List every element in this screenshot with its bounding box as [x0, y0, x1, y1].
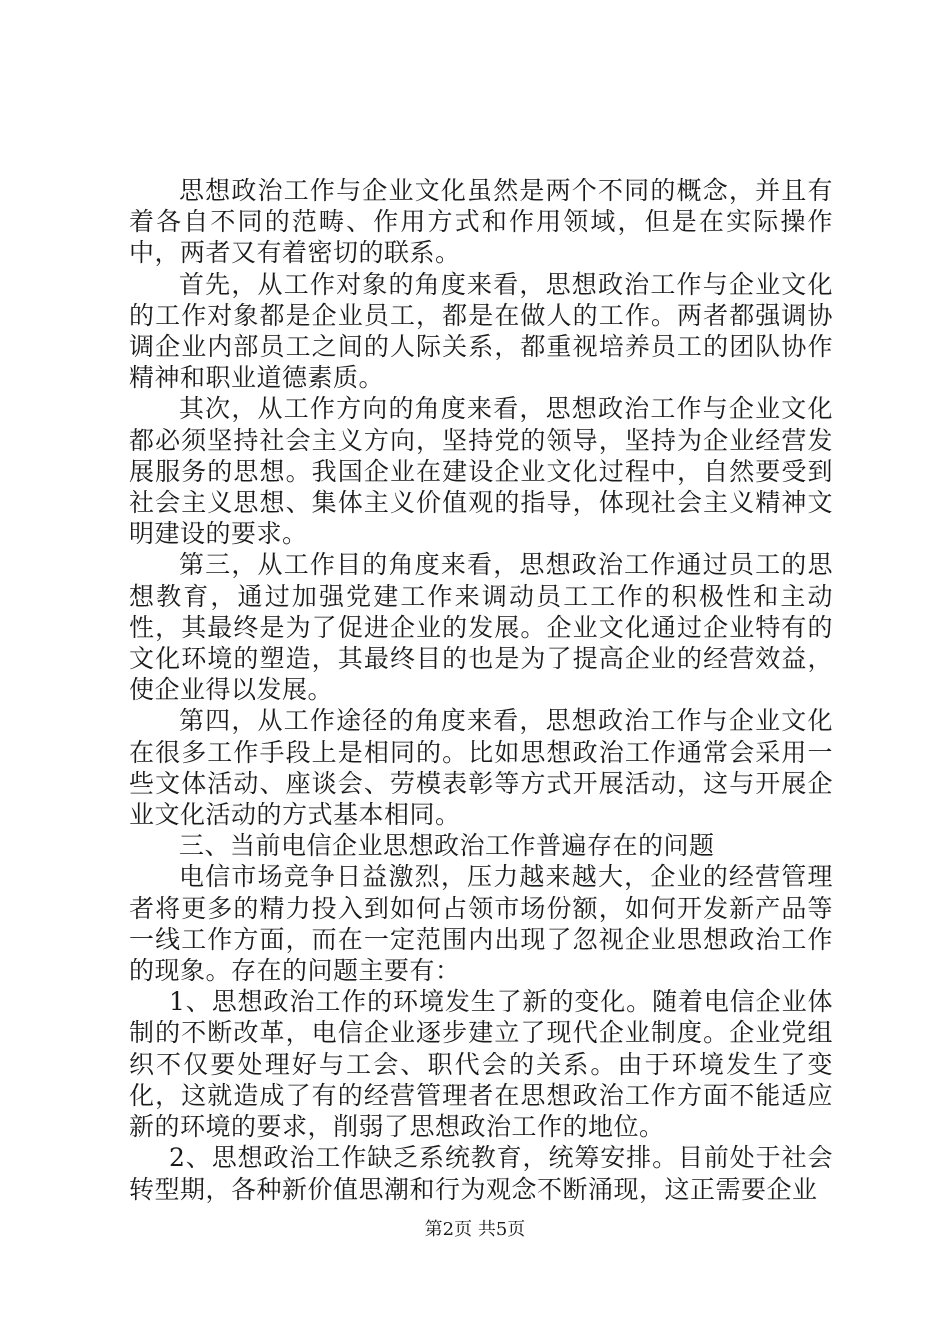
- paragraph-intro: 思想政治工作与企业文化虽然是两个不同的概念，并且有着各自不同的范畴、作用方式和作用领域，但是在实际操作中，两者又有着密切的联系。: [129, 176, 833, 268]
- section-heading: 三、当前电信企业思想政治工作普遍存在的问题: [179, 831, 715, 861]
- paragraph-first: 首先，从工作对象的角度来看，思想政治工作与企业文化的工作对象都是企业员工，都是在做人的工作。两者都强调协调企业内部员工之间的人际关系，都重视培养员工的团队协作精神和职业道德素质。: [129, 269, 833, 393]
- document-body: [129, 175, 833, 1205]
- page-footer: 第2页 共5页: [424, 1219, 526, 1240]
- list-item-2: 2、思想政治工作缺乏系统教育，统筹安排。目前处于社会转型期，各种新价值思潮和行为观念不断涌现，这正需要企业: [129, 1143, 833, 1204]
- paragraph-problems-intro: 电信市场竞争日益激烈，压力越来越大，企业的经营管理者将更多的精力投入到如何占领市场份额，如何开发新产品等一线工作方面，而在一定范围内出现了忽视企业思想政治工作的现象。存在的问题主要有：: [129, 862, 833, 986]
- paragraph-fourth: 第四，从工作途径的角度来看，思想政治工作与企业文化在很多工作手段上是相同的。比如思想政治工作通常会采用一些文体活动、座谈会、劳模表彰等方式开展活动，这与开展企业文化活动的方式基本相同。: [129, 706, 833, 830]
- list-item-1: 1、思想政治工作的环境发生了新的变化。随着电信企业体制的不断改革，电信企业逐步建立了现代企业制度。企业党组织不仅要处理好与工会、职代会的关系。由于环境发生了变化，这就造成了有的经营管理者在思想政治工作方面不能适应新的环境的要求，削弱了思想政治工作的地位。: [129, 987, 833, 1142]
- paragraph-third: 第三，从工作目的角度来看，思想政治工作通过员工的思想教育，通过加强党建工作来调动员工工作的积极性和主动性，其最终是为了促进企业的发展。企业文化通过企业特有的文化环境的塑造，其最终目的也是为了提高企业的经营效益，使企业得以发展。: [129, 550, 833, 705]
- paragraph-second: 其次，从工作方向的角度来看，思想政治工作与企业文化都必须坚持社会主义方向，坚持党的领导，坚持为企业经营发展服务的思想。我国企业在建设企业文化过程中，自然要受到社会主义思想、集体主义价值观的指导，体现社会主义精神文明建设的要求。: [129, 394, 833, 549]
